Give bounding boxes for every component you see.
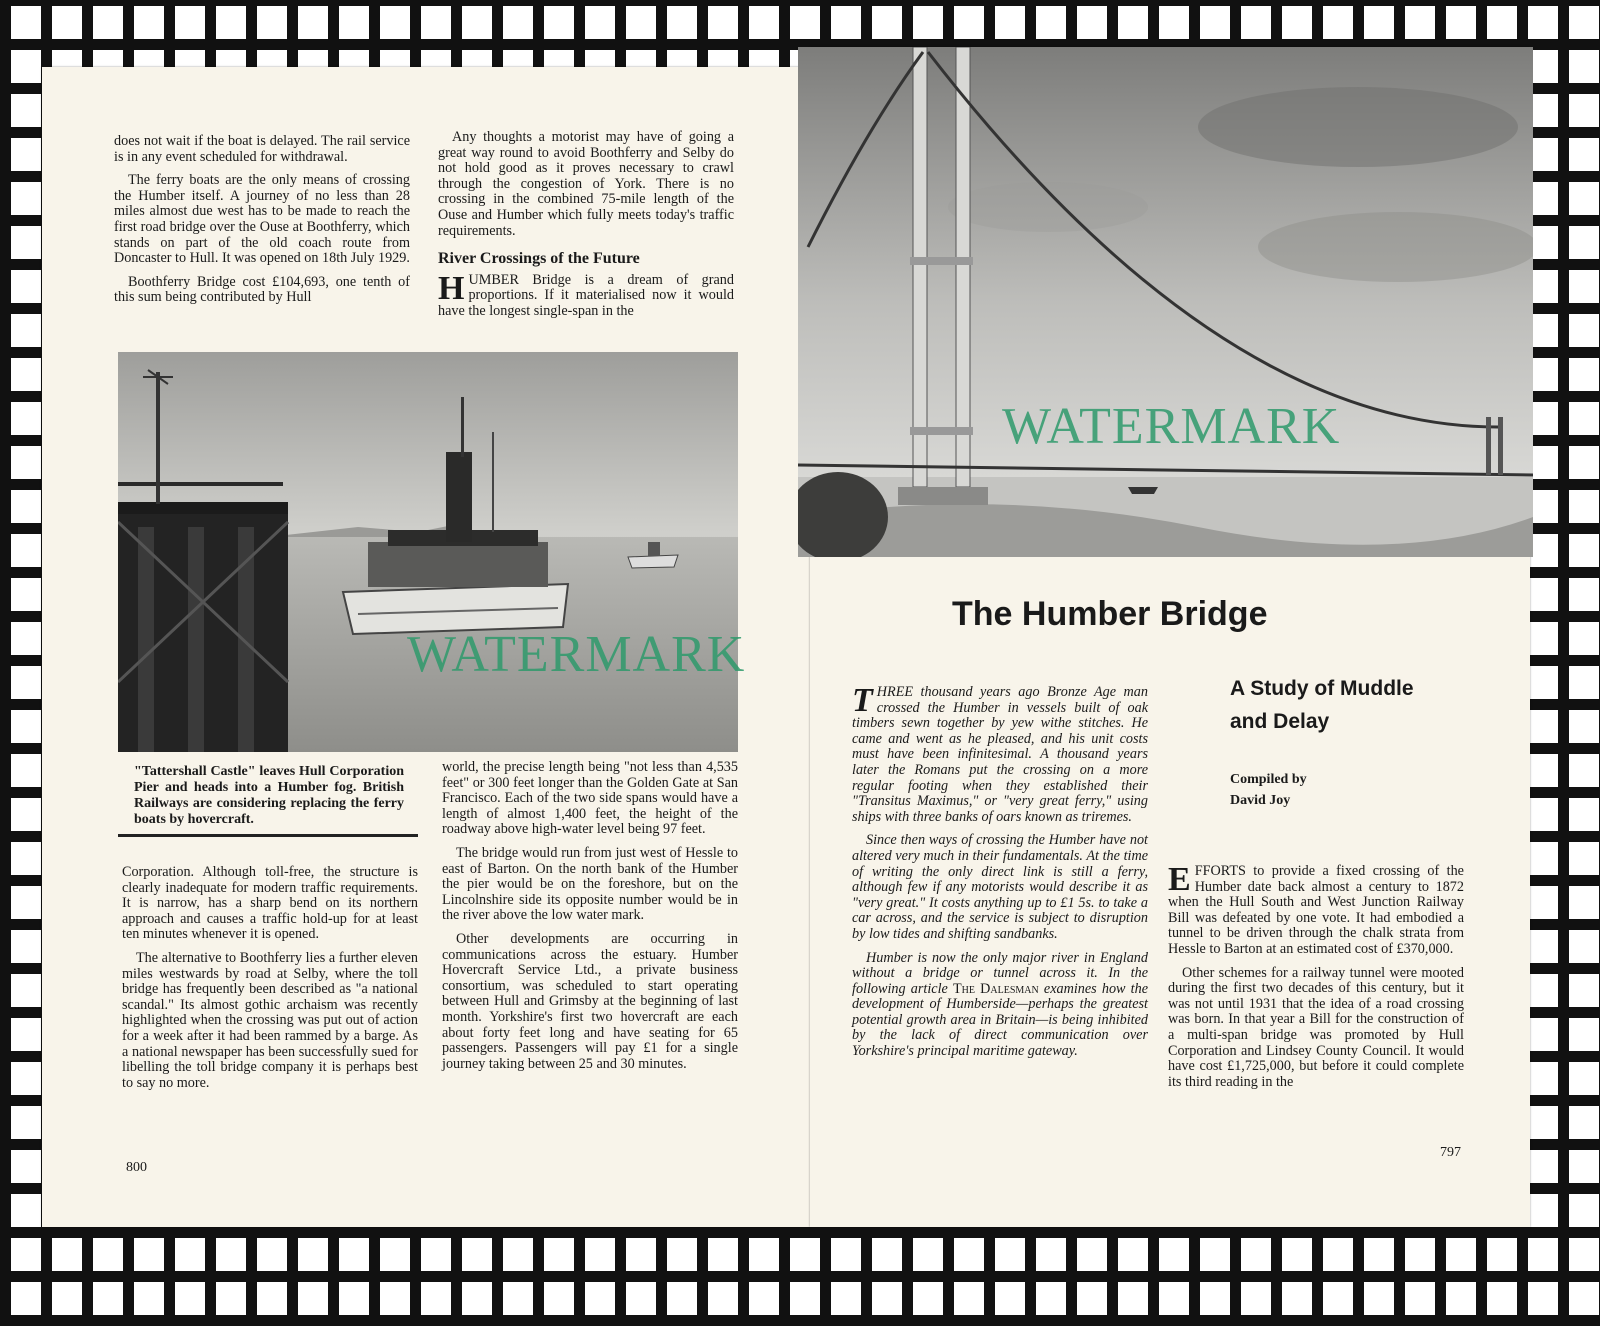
- paragraph: [1168, 861, 1464, 958]
- paragraph-text: UMBER Bridge is a dream of grand proportions. If it materialised now it would have the longest single-span in the: [438, 271, 734, 319]
- left-col1-top: [114, 134, 410, 314]
- drop-cap: H: [438, 269, 465, 307]
- paragraph: Other schemes for a railway tunnel were mooted during the first two decades of this century, but it was not until 1931 that the idea of a road crossing was born. In that year a Bill for the construction of a multi-span bridge was promoted by Hull Corporation and Lindsey County Council. It would have cost £1,725,000, but before it could complete its third reading in the: [1168, 964, 1464, 1090]
- dropcap-paragraph: [438, 269, 734, 320]
- paragraph: does not wait if the boat is delayed. The rail service is in any event scheduled for withdrawal.: [114, 133, 410, 165]
- paragraph: Since then ways of crossing the Humber have not altered very much in their fundamentals. At the time of writing the only direct link is still a ferry, although few if any motorists would describe it as "very great." It costs anything up to £1 5s. to take a car across, and the service is subject to disruption by low tides and shifting sandbanks.: [852, 832, 1148, 942]
- left-col2-top: [438, 130, 734, 328]
- bridge-illustration: [798, 47, 1533, 557]
- photo-caption: "Tattershall Castle" leaves Hull Corporation Pier and heads into a Humber fog. British Railways are considering replacing the ferry boats by hovercraft.: [134, 764, 404, 827]
- intro-column: [852, 682, 1149, 1068]
- paragraph: Boothferry Bridge cost £104,693, one tenth of this sum being contributed by Hull: [114, 273, 410, 306]
- paragraph-text: examines how the development of Humberside—perhaps the greatest potential growth area in Britain—is being inhibited by the lack of direct communication over Yorkshire's principal maritime gateway.: [852, 980, 1149, 1060]
- paragraph: Corporation. Although toll-free, the structure is clearly inadequate for modern traffic requirements. It is narrow, has a sharp bend on its northern approach and causes a traffic hold-up for at least ten minutes whenever it is opened.: [122, 864, 418, 943]
- byline-name: David Joy: [1230, 793, 1291, 808]
- byline-label: Compiled by: [1230, 772, 1307, 787]
- page-number: 797: [1440, 1145, 1461, 1160]
- paragraph-text: Humber is now the only major river in England without a bridge or tunnel across it. In the following article: [852, 949, 1148, 997]
- byline: [1230, 769, 1307, 811]
- paragraph: [852, 682, 1148, 825]
- drop-cap: T: [852, 682, 873, 719]
- paragraph-text: HREE thousand years ago Bronze Age man crossed the Humber in vessels built of oak timbers sewn together by yew withe stitches. He came and went as he pleased, and his unit costs must have been infinitesimal. A thousand years later the Romans put the crossing on a more regular footing when they established their "Transitus Maximus," or "very great ferry," using ships with three banks of oars known as triremes.: [852, 684, 1148, 825]
- paragraph: The bridge would run from just west of Hessle to east of Barton. On the north bank of the Humber the pier would be on the foreshore, but on the Lincolnshire side its opposite number would be in the river above the low water mark.: [442, 844, 738, 924]
- body-column: [1168, 861, 1464, 1098]
- subtitle-line: and Delay: [1230, 710, 1330, 733]
- ferry-photo: [118, 352, 738, 752]
- page-number: 800: [126, 1160, 147, 1175]
- subtitle-line: A Study of Muddle: [1230, 677, 1414, 700]
- paragraph: Other developments are occurring in communications across the estuary. Humber Hovercraft Service Ltd., a private business consortium, was scheduled to start operating between Hull and Grimsby at the beginning of last month. Yorkshire's first two hovercraft are each about forty feet long and have seating for 65 passengers. Passengers will pay £1 for a single journey taking between 25 and 30 minutes.: [442, 930, 738, 1072]
- right-page: [810, 47, 1530, 1227]
- left-col2-bottom: [442, 760, 738, 1080]
- paragraph: world, the precise length being "not less than 4,535 feet" or 300 feet longer than the Golden Gate at San Francisco. Each of the two side spans would have a length of almost 1,400 feet, the height of the roadway above high-water level being 97 feet.: [442, 759, 738, 838]
- article-subtitle: [1230, 672, 1414, 738]
- paragraph: Any thoughts a motorist may have of going a great way round to avoid Boothferry and Selby do not hold good as it proves necessary to crawl through the congestion of York. There is no crossing in the combined 75-mile length of the Ouse and Humber which fully meets today's traffic requirements.: [438, 129, 734, 239]
- publication-name: The Dalesman: [952, 980, 1039, 997]
- caption-rule: [118, 834, 418, 837]
- article-title: The Humber Bridge: [952, 595, 1268, 633]
- drop-cap: E: [1168, 861, 1191, 898]
- left-page: [42, 67, 810, 1227]
- watermark-text: WATERMARK: [1002, 398, 1341, 455]
- paragraph: The alternative to Boothferry lies a further eleven miles westwards by road at Selby, where the toll bridge has frequently been described as "a national scandal." Its almost gothic archaism was recently highlighted when the crossing was put out of action for a week after it had been rammed by a barge. As a national newspaper has been successfully sued for libelling the toll bridge company it is perhaps best to say no more.: [122, 949, 418, 1091]
- paragraph: [852, 951, 1148, 1060]
- paragraph: The ferry boats are the only means of crossing the Humber itself. A journey of no less than 28 miles almost due west has to be made to reach the first road bridge over the Ouse at Boothferry, which stands on part of the old coach route from Doncaster to Hull. It was opened on 18th July 1929.: [114, 172, 410, 267]
- ferry-illustration: [118, 352, 738, 752]
- watermark-text: WATERMARK: [407, 626, 746, 683]
- left-col1-bottom: [122, 865, 418, 1099]
- paragraph-text: FFORTS to provide a fixed crossing of the Humber date back almost a century to 1872 when the Hull South and West Junction Railway Bill was defeated by one vote. It had embodied a tunnel to be driven through the chalk strata from Hessle to Barton at an estimated cost of £370,000.: [1168, 863, 1464, 957]
- subheading: River Crossings of the Future: [438, 250, 640, 268]
- suspension-bridge-drawing: [798, 47, 1533, 557]
